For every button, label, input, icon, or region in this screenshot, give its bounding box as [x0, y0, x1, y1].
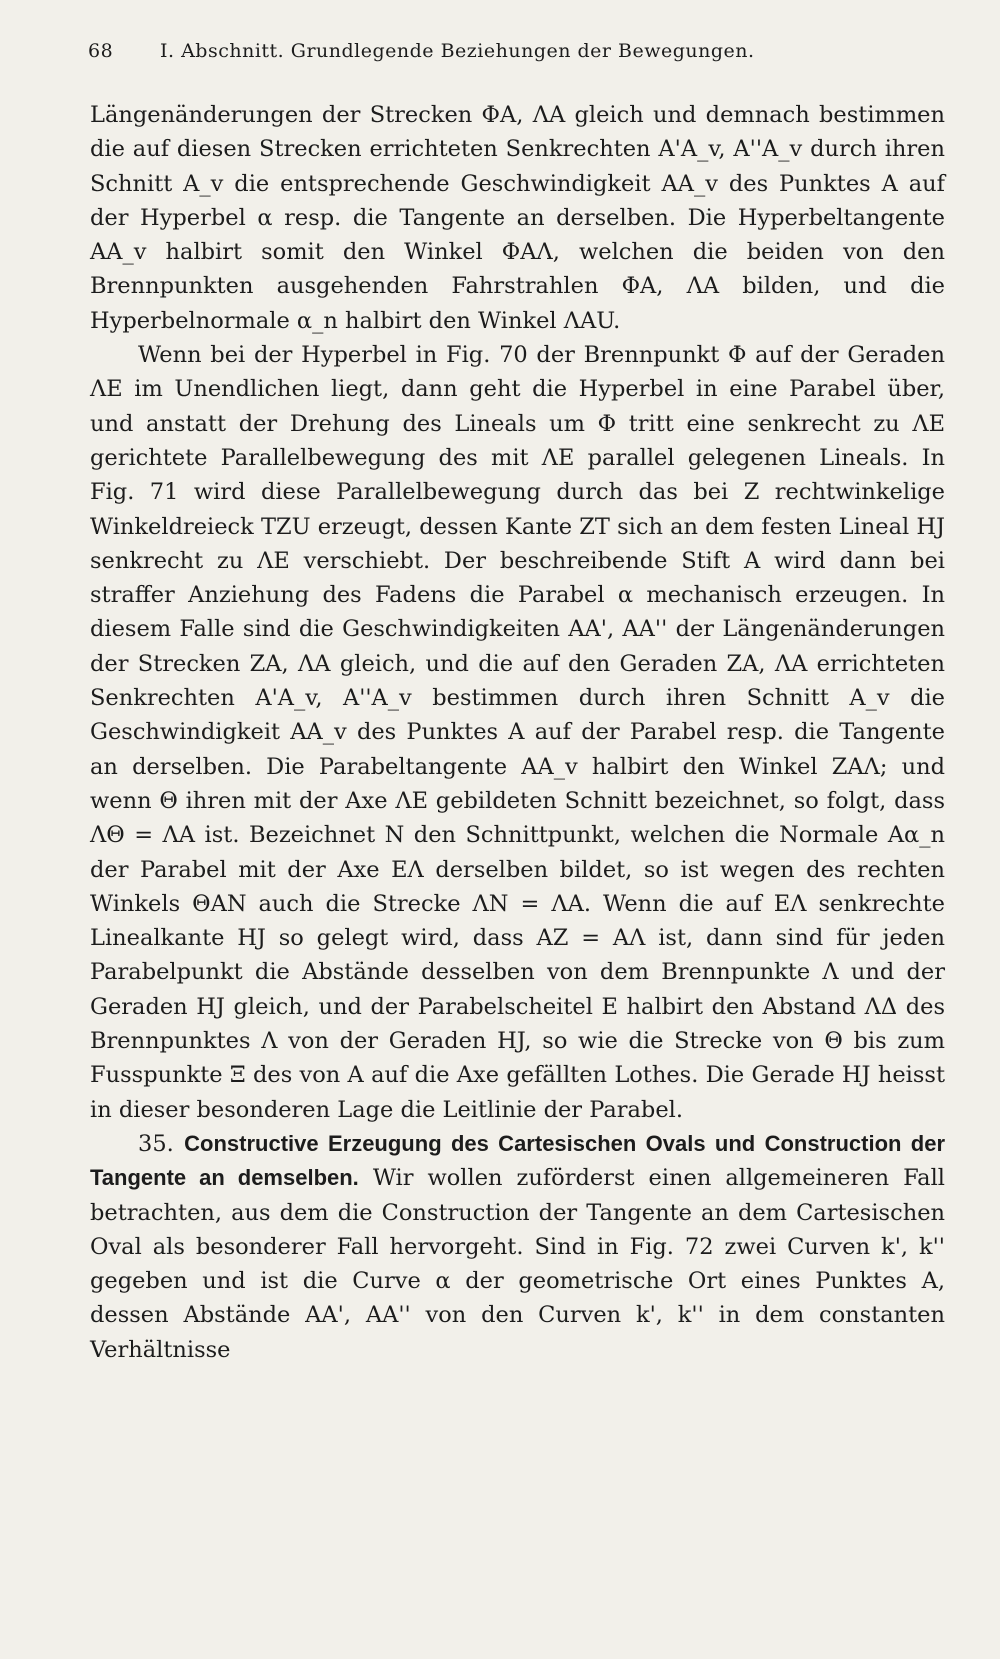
section-number: 35. [138, 1130, 174, 1157]
section-paragraph [90, 1127, 945, 1367]
page-number: 68 [88, 40, 114, 62]
section-title: Constructive Erzeugung des Cartesischen Ovals und Construction der Tangente an demselben. [90, 1130, 945, 1191]
paragraph: Längenänderungen der Strecken ΦA, ΛA gleich und demnach bestimmen die auf diesen Strecken errichteten Senkrechten A'A_v, A''A_v durch ihren Schnitt A_v die entsprechende Geschwindigkeit AA_v des Punktes A auf der Hyperbel α resp. die Tangente an derselben. Die Hyperbeltangente AA_v halbirt somit den Winkel ΦAΛ, welchen die beiden von den Brennpunkten ausgehenden Fahrstrahlen ΦA, ΛA bilden, und die Hyperbelnormale α_n halbirt den Winkel ΛAU. [90, 102, 945, 334]
section-text: Wir wollen zuförderst einen allgemeineren Fall betrachten, aus dem die Construction der Tangente an dem Cartesischen Oval als besonderer Fall hervorgeht. Sind in Fig. 72 zwei Curven k', k'' gegeben und ist die Curve α der geometrische Ort eines Punktes A, dessen Abstände AA', AA'' von den Curven k', k'' in dem constanten Verhältnisse [90, 1165, 945, 1363]
running-title: I. Abschnitt. Grundlegende Beziehungen der Bewegungen. [160, 40, 755, 62]
paragraph: Wenn bei der Hyperbel in Fig. 70 der Brennpunkt Φ auf der Geraden ΛE im Unendlichen liegt, dann geht die Hyperbel in eine Parabel über, und anstatt der Drehung des Lineals um Φ tritt eine senkrecht zu ΛE gerichtete Parallelbewegung des mit ΛE parallel gelegenen Lineals. In Fig. 71 wird diese Parallelbewegung durch das bei Z rechtwinkelige Winkeldreieck TZU erzeugt, dessen Kante ZT sich an dem festen Lineal HJ senkrecht zu ΛE verschiebt. Der beschreibende Stift A wird dann bei straffer Anziehung des Fadens die Parabel α mechanisch erzeugen. In diesem Falle sind die Geschwindigkeiten AA', AA'' der Längenänderungen der Strecken ZA, ΛA gleich, und die auf den Geraden ZA, ΛA errichteten Senkrechten A'A_v, A''A_v bestimmen durch ihren Schnitt A_v die Geschwindigkeit AA_v des Punktes A auf der Parabel resp. die Tangente an derselben. Die Parabeltangente AA_v halbirt den Winkel ZAΛ; und wenn Θ ihren mit der Axe ΛE gebildeten Schnitt bezeichnet, so folgt, dass ΛΘ = ΛA ist. Bezeichnet N den Schnittpunkt, welchen die Normale Aα_n der Parabel mit der Axe EΛ derselben bildet, so ist wegen des rechten Winkels ΘAN auch die Strecke ΛN = ΛA. Wenn die auf EΛ senkrechte Linealkante HJ so gelegt wird, dass AZ = AΛ ist, dann sind für jeden Parabelpunkt die Abstände desselben von dem Brennpunkte Λ und der Geraden HJ gleich, und der Parabelscheitel E halbirt den Abstand ΛΔ des Brennpunktes Λ von der Geraden HJ, so wie die Strecke von Θ bis zum Fusspunkte Ξ des von A auf die Axe gefällten Lothes. Die Gerade HJ heisst in dieser besonderen Lage die Leitlinie der Parabel. [90, 342, 945, 1123]
running-header [88, 40, 888, 62]
page-body [90, 98, 945, 1367]
